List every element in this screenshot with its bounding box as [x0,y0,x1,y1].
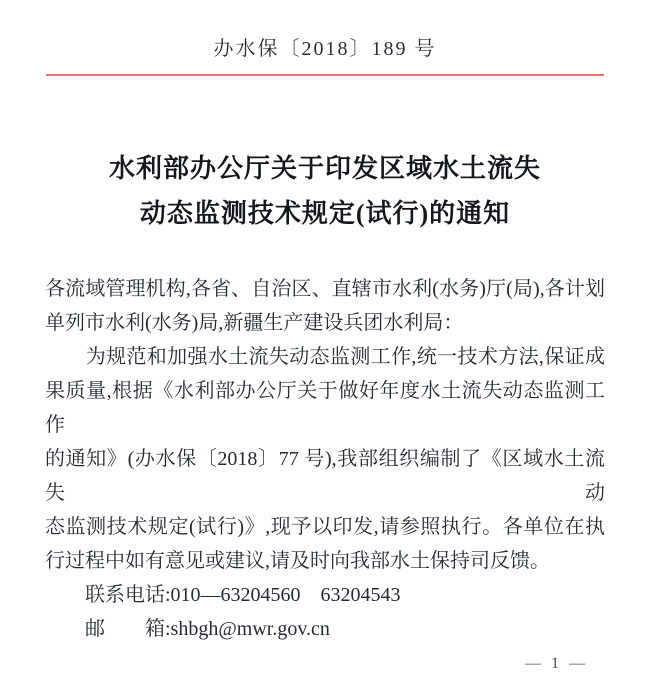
doc-number: 办水保〔2018〕189 号 [213,38,437,60]
document-title [45,146,605,236]
page-number: — 1 — [525,655,588,672]
body-line-salutation-2: 单列市水利(水务)局,新疆生产建设兵团水利局： [45,312,464,334]
title-line-2: 动态监测技术规定(试行)的通知 [139,199,511,228]
contact-phone-line: 联系电话:010—63204560 63204543 [45,584,401,606]
document-body [45,272,605,646]
body-line-paragraph-5: 行过程中如有意见或建议,请及时向我部水土保持司反馈。 [45,550,550,572]
red-divider-line [46,74,604,76]
page-footer [0,654,650,674]
body-line-paragraph-1: 为规范和加强水土流失动态监测工作,统一技术方法,保证成 [45,346,605,368]
body-line-paragraph-4: 态监测技术规定(试行)》,现予以印发,请参照执行。各单位在执 [45,516,605,538]
body-line-paragraph-2: 果质量,根据《水利部办公厅关于做好年度水土流失动态监测工作 [45,380,605,436]
body-line-paragraph-3: 的通知》(办水保〔2018〕77 号),我部组织编制了《区域水土流失动 [45,448,605,504]
title-line-1: 水利部办公厅关于印发区域水土流失 [108,154,541,183]
contact-email-line: 邮 箱:shbgh@mwr.gov.cn [45,618,330,640]
body-line-salutation-1: 各流域管理机构,各省、自治区、直辖市水利(水务)厅(局),各计划 [45,278,605,300]
